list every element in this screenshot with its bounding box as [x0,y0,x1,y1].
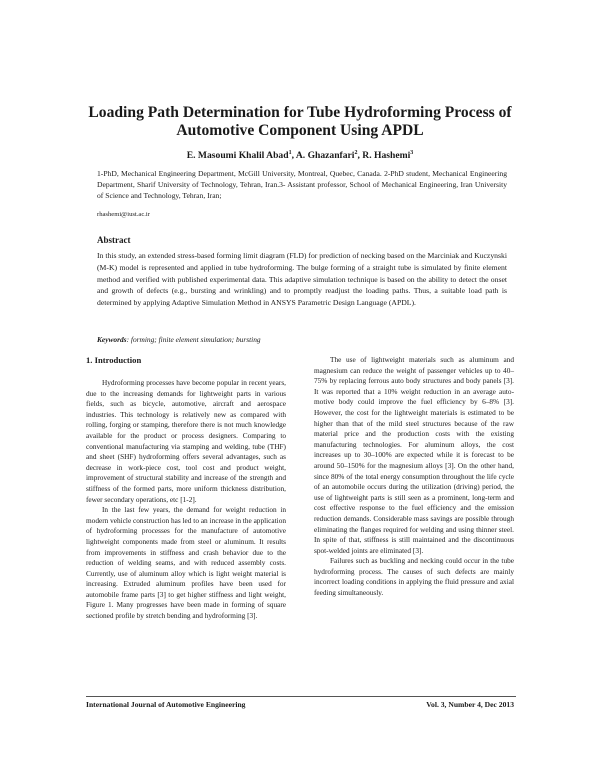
keywords-line [97,335,261,344]
right-column [314,355,514,599]
author-name: E. Masoumi Khalil Abad [186,150,289,162]
affiliations: 1-PhD, Mechanical Engineering Department, McGill University, Montreal, Quebec, Canada. 2-PhD student, Mechanical Engineering Department, Sharif University of Technology, Tehran, Iran.3- Assistant professor, School of Mechanical Engineering, Iran University of Science and Technology, Tehran, Iran; [97,169,507,200]
author-separator: , [291,150,296,162]
section-heading: 1. Introduction [86,355,142,365]
author-name: A. Ghazanfari [295,150,355,162]
author-mark: 1 [288,150,292,156]
contact-email: rhashemi@iust.ac.ir [97,211,150,218]
left-column [86,378,286,622]
author-list [60,150,540,161]
author-mark: 2 [354,150,358,156]
abstract-heading: Abstract [97,235,131,245]
paragraph: In the last few years, the demand for weight reduction in modern vehicle construction has led to an increase in the application of hydroforming processes for the manufacture of automotive lightweight components made from steel or aluminum. It results from improvements in stiffness and crash behavior due to the reduction of welding seams, and with reduced assembly costs. Currently, use of aluminum alloy which is light weight material is increasing. Extruded aluminum profiles have been used for automobile frame parts [3] to get higher stiffness and light weight, Figure 1. Many progresses have been made in forming of square sectioned profile by stretch bending and hydroforming [3]. [86,505,286,621]
journal-name: International Journal of Automotive Engineering [86,700,246,709]
keywords-label: Keywords [97,335,127,344]
abstract-text: In this study, an extended stress-based forming limit diagram (FLD) for prediction of necking based on the Marciniak and Kuczynski (M-K) model is represented and applied in tube hydroforming. The bulge forming of a straight tube is simulated by finite element method and verified with published experimental data. This adaptive simulation technique is based on the ability to detect the onset and growth of defects (e.g., bursting and wrinkling) and to promptly readjust the loading paths. Thus, a suitable load path is determined by applying Adaptive Simulation Method in ANSYS Parametric Design Language (APDL). [97,251,507,308]
paragraph: Failures such as buckling and necking could occur in the tube hydroforming process. The causes of such defects are mainly incorrect loading conditions in applying the fluid pressure and axial feeding simultaneously. [314,556,514,598]
author-separator: , [357,150,363,162]
keywords-text: : forming; finite element simulation; bursting [126,335,261,344]
footer-rule [86,696,516,697]
issue-info: Vol. 3, Number 4, Dec 2013 [426,700,514,709]
paper-title: Loading Path Determination for Tube Hydroforming Process of Automotive Component Using APDL [88,104,512,139]
author-mark: 3 [410,150,414,156]
paragraph: Hydroforming processes have become popular in recent years, due to the increasing demands for lightweight parts in various fields, such as bicycle, automotive, aircraft and aerospace industries. This technology is relatively new as compared with rolling, forging or stamping, therefore there is not much knowledge available for the product or process designers. Comparing to conventional manufacturing via stamping and welding, tube (THF) and sheet (SHF) hydroforming offers several advantages, such as decrease in work-piece cost, tool cost and product weight, improvement of structural stability and increase of the strength and stiffness of the formed parts, more uniform thickness distribution, fewer secondary operations, etc [1-2]. [86,378,286,504]
author-name: R. Hashemi [362,150,411,162]
paragraph: The use of lightweight materials such as aluminum and magnesium can reduce the weight of passenger vehicles up to 40–75% by replacing ferrous auto body structures and body panels [3]. It was reported that a 10% weight reduction in an average auto-motive body could improve the fuel efficiency by 6–8% [3]. However, the cost for the lightweight materials is estimated to be higher than that of the mild steel structures because of the raw material price and the production costs with the existing manufacturing technologies. For aluminum alloys, the cost increases up to 30–100% are expected while it is forecast to be around 50–150% for the magnesium alloys [3]. On the other hand, since 80% of the total energy consumption throughout the life cycle of an automobile occurs during the utilization (driving) period, the use of lightweight parts is still seen as a prominent, long-term and cost effective response to the fuel efficiency and the emission reduction demands. Considerable mass savings are possible through eliminating the flanges required for welding and using thinner steel. In spite of that, stiffness is still maintained and the discontinuous spot-welded joints are eliminated [3]. [314,355,514,555]
